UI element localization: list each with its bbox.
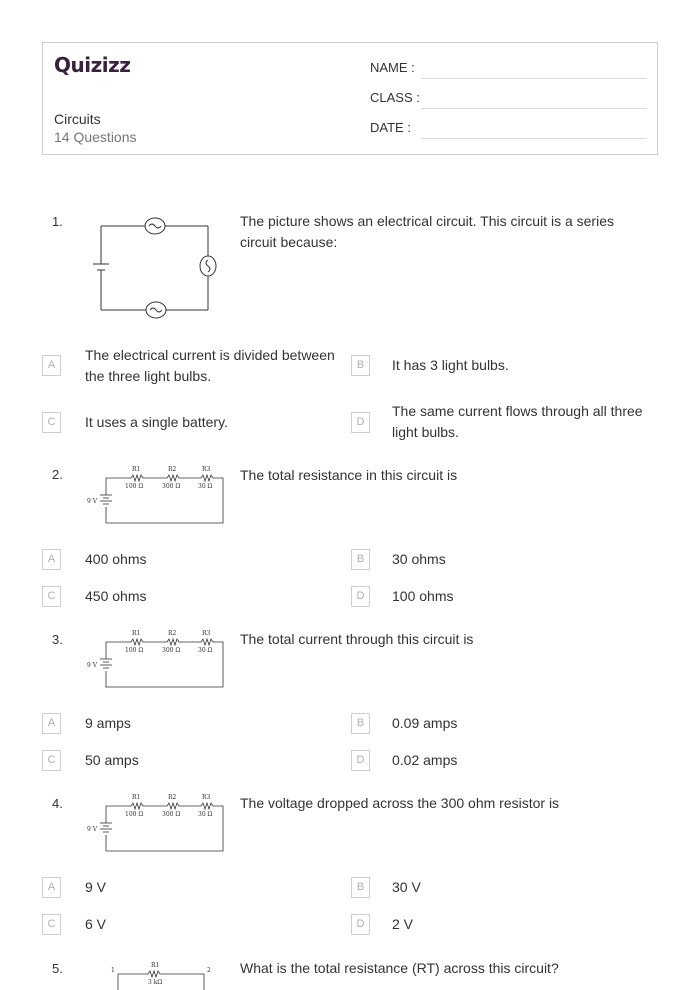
option-letter[interactable]: D xyxy=(351,412,370,433)
question-2-number: 2. xyxy=(52,467,63,482)
option-text: It has 3 light bulbs. xyxy=(392,357,509,373)
option-text: 30 ohms xyxy=(392,551,446,567)
question-4-number: 4. xyxy=(52,796,63,811)
resistor-label: R1 xyxy=(132,466,141,473)
question-3-text: The total current through this circuit is xyxy=(240,631,474,647)
resistor-value: 30 Ω xyxy=(198,483,213,490)
resistor-value: 30 Ω xyxy=(198,647,213,654)
resistor-label: R3 xyxy=(202,466,211,473)
option-letter[interactable]: D xyxy=(351,750,370,771)
resistor-value: 100 Ω xyxy=(125,811,144,818)
question-1-number: 1. xyxy=(52,214,63,229)
resistor-label: R3 xyxy=(202,630,211,637)
option-letter[interactable]: C xyxy=(42,750,61,771)
battery-label: 9 V xyxy=(87,498,98,505)
resistor-circuit-figure xyxy=(104,958,219,990)
resistor-value: 300 Ω xyxy=(162,647,181,654)
worksheet-header xyxy=(42,42,658,155)
option-text: 0.02 amps xyxy=(392,752,458,768)
option-letter[interactable]: A xyxy=(42,877,61,898)
option-text: 2 V xyxy=(392,916,414,932)
option-text: It uses a single battery. xyxy=(85,414,228,430)
option-text: 400 ohms xyxy=(85,551,147,567)
date-label: DATE : xyxy=(370,120,411,135)
question-1-text: The picture shows an electrical circuit. This circuit is a series circuit because: xyxy=(240,213,614,250)
option-letter[interactable]: B xyxy=(351,549,370,570)
name-label: NAME : xyxy=(370,60,415,75)
resistor-value: 300 Ω xyxy=(162,811,181,818)
resistor-value: 100 Ω xyxy=(125,483,144,490)
option-text: 9 amps xyxy=(85,715,131,731)
worksheet-title: Circuits xyxy=(54,111,101,127)
resistor-circuit-figure xyxy=(84,791,229,855)
resistor-value: 3 kΩ xyxy=(148,979,163,986)
resistor-circuit-figure xyxy=(84,463,229,527)
option-text: 450 ohms xyxy=(85,588,147,604)
class-field[interactable] xyxy=(421,108,647,109)
option-letter[interactable]: A xyxy=(42,549,61,570)
question-4-text: The voltage dropped across the 300 ohm resistor is xyxy=(240,795,560,811)
question-count: 14 Questions xyxy=(54,129,137,145)
resistor-label: R1 xyxy=(151,962,160,969)
quizizz-logo: Quizizz xyxy=(54,53,131,77)
resistor-label: R3 xyxy=(202,794,211,801)
name-field[interactable] xyxy=(421,78,647,79)
battery-label: 9 V xyxy=(87,662,98,669)
node-label: 1 xyxy=(111,967,115,974)
resistor-label: R2 xyxy=(168,630,177,637)
resistor-value: 30 Ω xyxy=(198,811,213,818)
battery-label: 9 V xyxy=(87,826,98,833)
question-5-text: What is the total resistance (RT) across this circuit? xyxy=(240,960,559,976)
option-text: 6 V xyxy=(85,916,107,932)
option-letter[interactable]: C xyxy=(42,914,61,935)
option-letter[interactable]: C xyxy=(42,586,61,607)
resistor-value: 100 Ω xyxy=(125,647,144,654)
option-text: 30 V xyxy=(392,879,421,895)
option-letter[interactable]: A xyxy=(42,355,61,376)
option-text: 0.09 amps xyxy=(392,715,458,731)
resistor-label: R1 xyxy=(132,794,141,801)
node-label: 2 xyxy=(207,967,211,974)
option-letter[interactable]: B xyxy=(351,355,370,376)
option-letter[interactable]: C xyxy=(42,412,61,433)
resistor-circuit-figure xyxy=(84,627,229,691)
series-bulb-circuit-figure xyxy=(88,214,228,320)
resistor-label: R1 xyxy=(132,630,141,637)
question-2-text: The total resistance in this circuit is xyxy=(240,467,458,483)
resistor-label: R2 xyxy=(168,794,177,801)
option-letter[interactable]: D xyxy=(351,914,370,935)
option-letter[interactable]: B xyxy=(351,713,370,734)
date-field[interactable] xyxy=(421,138,647,139)
option-text: The electrical current is divided between the three light bulbs. xyxy=(85,347,335,384)
option-letter[interactable]: A xyxy=(42,713,61,734)
question-5-number: 5. xyxy=(52,961,63,976)
option-text: 9 V xyxy=(85,879,107,895)
option-letter[interactable]: D xyxy=(351,586,370,607)
option-text: 100 ohms xyxy=(392,588,454,604)
question-3-number: 3. xyxy=(52,632,63,647)
resistor-label: R2 xyxy=(168,466,177,473)
option-text: 50 amps xyxy=(85,752,139,768)
option-text: The same current flows through all three light bulbs. xyxy=(392,403,643,440)
option-letter[interactable]: B xyxy=(351,877,370,898)
class-label: CLASS : xyxy=(370,90,420,105)
resistor-value: 300 Ω xyxy=(162,483,181,490)
